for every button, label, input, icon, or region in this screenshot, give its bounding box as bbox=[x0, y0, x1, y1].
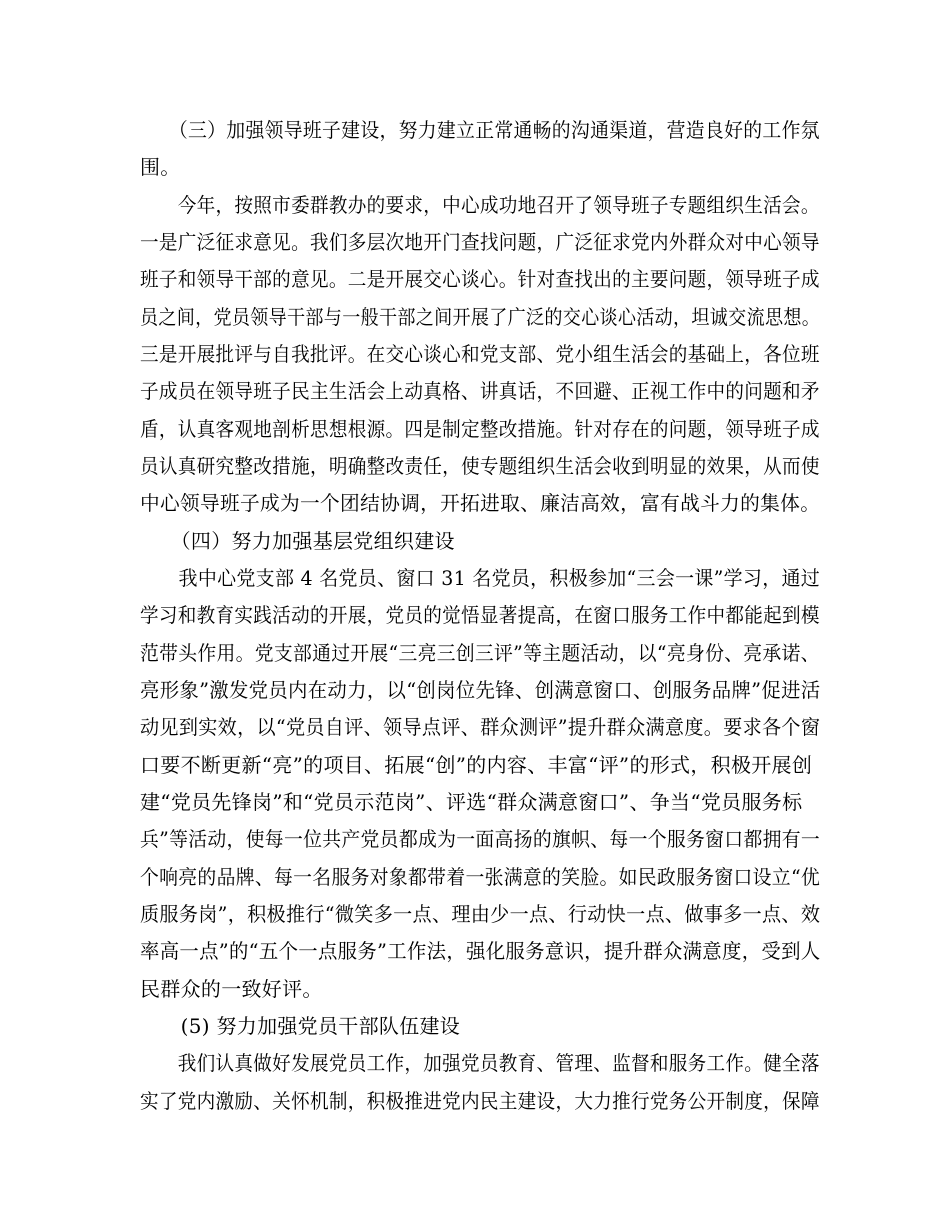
text-line: 子成员在领导班子民主生活会上动真格、讲真话，不回避、正视工作中的问题和矛 bbox=[140, 379, 820, 403]
text-line: 班子和领导干部的意见。二是开展交心谈心。针对查找出的主要问题，领导班子成 bbox=[140, 267, 820, 291]
text-line: 范带头作用。党支部通过开展“三亮三创三评”等主题活动，以“亮身份、亮承诺、 bbox=[140, 641, 820, 665]
text-line: 一是广泛征求意见。我们多层次地开门查找问题，广泛征求党内外群众对中心领导 bbox=[140, 230, 820, 254]
text-line: 民群众的一致好评。 bbox=[140, 977, 323, 1001]
text-line: 率高一点”的“五个一点服务”工作法，强化服务意识，提升群众满意度，受到人 bbox=[140, 939, 821, 963]
text-line: 盾，认真客观地剖析思想根源。四是制定整改措施。针对存在的问题，领导班子成 bbox=[140, 417, 820, 441]
text-line: （三）加强领导班子建设，努力建立正常通畅的沟通渠道，营造良好的工作氛 bbox=[140, 118, 820, 142]
text-line: 员之间，党员领导干部与一般干部之间开展了广泛的交心谈心活动，坦诚交流思想。 bbox=[140, 305, 821, 329]
text-line: 口要不断更新“亮”的项目、拓展“创”的内容、丰富“评”的形式，积极开展创 bbox=[140, 753, 813, 777]
text-line: 围。 bbox=[140, 155, 181, 179]
text-line: 实了党内激励、关怀机制，积极推进党内民主建设，大力推行党务公开制度，保障 bbox=[140, 1089, 820, 1113]
text-line: 员认真研究整改措施，明确整改责任，使专题组织生活会收到明显的效果，从而使 bbox=[140, 454, 820, 478]
text-line: 学习和教育实践活动的开展，党员的觉悟显著提高，在窗口服务工作中都能起到模 bbox=[140, 603, 820, 627]
text-line: 动见到实效，以“党员自评、领导点评、群众测评”提升群众满意度。要求各个窗 bbox=[140, 715, 821, 739]
text-line: 我中心党支部 4 名党员、窗口 31 名党员，积极参加“三会一课”学习，通过 bbox=[140, 566, 821, 590]
text-line: 今年，按照市委群教办的要求，中心成功地召开了领导班子专题组织生活会。 bbox=[140, 193, 820, 217]
text-line: 质服务岗”，积极推行“微笑多一点、理由少一点、行动快一点、做事多一点、效 bbox=[140, 902, 821, 926]
section-heading: （四）努力加强基层党组织建设 bbox=[140, 529, 455, 553]
section-heading: (5) 努力加强党员干部队伍建设 bbox=[140, 1014, 461, 1038]
text-line: 个响亮的品牌、每一名服务对象都带着一张满意的笑脸。如民政服务窗口设立“优 bbox=[140, 865, 821, 889]
text-line: 中心领导班子成为一个团结协调，开拓进取、廉洁高效，富有战斗力的集体。 bbox=[140, 491, 821, 515]
text-line: 建“党员先锋岗”和“党员示范岗”、评选“群众满意窗口”、争当“党员服务标 bbox=[140, 790, 803, 814]
text-line: 三是开展批评与自我批评。在交心谈心和党支部、党小组生活会的基础上，各位班 bbox=[140, 342, 820, 366]
text-line: 亮形象”激发党员内在动力，以“创岗位先锋、创满意窗口、创服务品牌”促进活 bbox=[140, 678, 821, 702]
text-line: 兵”等活动，使每一位共产党员都成为一面高扬的旗帜、每一个服务窗口都拥有一 bbox=[140, 827, 821, 851]
text-line: 我们认真做好发展党员工作，加强党员教育、管理、监督和服务工作。健全落 bbox=[140, 1051, 820, 1075]
